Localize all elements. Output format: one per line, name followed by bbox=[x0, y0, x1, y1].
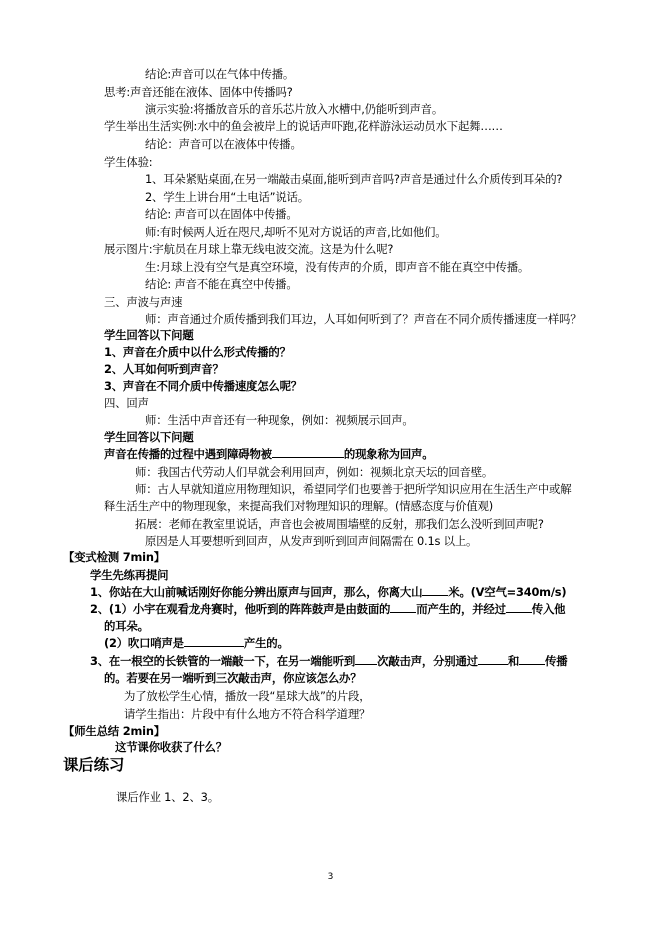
conclusion-solid: 结论: 声音可以在固体中传播。 bbox=[145, 207, 298, 221]
summary-question: 这节课你收获了什么？ bbox=[115, 740, 227, 754]
exercise-2-1: 2、(1）小宇在观看龙舟赛时，他听到的阵阵鼓声是由鼓面的 而产生的，并经过 传入他 bbox=[90, 602, 566, 616]
homework-assignment: 课后作业 1、2、3。 bbox=[116, 790, 219, 804]
question-2: 2、人耳如何听到声音？ bbox=[104, 362, 224, 376]
student-experience: 学生体验: bbox=[104, 155, 153, 169]
relax-question: 请学生指出：片段中有什么地方不符合科学道理？ bbox=[124, 707, 371, 721]
medium-blank bbox=[506, 601, 532, 613]
teacher-question: 师：声音通过介质传播到我们耳边，人耳如何听到了？声音在不同介质传播速度一样吗？ bbox=[145, 312, 582, 326]
section-heading-4: 四、回声 bbox=[104, 396, 149, 410]
count-blank bbox=[355, 653, 377, 665]
conclusion-liquid: 结论：声音可以在液体中传播。 bbox=[145, 137, 302, 151]
practice-prompt: 学生先练再提问 bbox=[90, 568, 169, 582]
exercise-2-1-cont: 的耳朵。 bbox=[104, 619, 149, 633]
echo-blank bbox=[272, 446, 344, 458]
exercise-3: 3、在一根空的长铁管的一端敲一下，在另一端能听到 次敲击声，分别通过 和 传播 bbox=[90, 654, 568, 668]
conclusion-vacuum: 结论: 声音不能在真空中传播。 bbox=[145, 277, 298, 291]
teacher-remark: 师:有时候两人近在咫尺,却听不见对方说话的声音,比如他们。 bbox=[145, 225, 447, 239]
drum-blank bbox=[390, 601, 416, 613]
conclusion-gas: 结论:声音可以在气体中传播。 bbox=[145, 67, 295, 81]
life-example: 学生举出生活实例:水中的鱼会被岸上的说话声吓跑,花样游泳运动员水下起舞…… bbox=[104, 119, 503, 133]
question-1: 1、声音在介质中以什么形式传播的？ bbox=[104, 345, 291, 359]
teacher-echo-wall: 师：我国古代劳动人们早就会利用回声，例如：视频北京天坛的回音壁。 bbox=[135, 465, 494, 479]
reason: 原因是人耳要想听到回声，从发声到听到回声间隔需在 0.1s 以上。 bbox=[145, 534, 478, 548]
experience-2: 2、学生上讲台用“土电话”说话。 bbox=[145, 190, 309, 204]
answer-prompt-2: 学生回答以下问题 bbox=[104, 430, 194, 444]
page-number: 3 bbox=[327, 872, 334, 882]
demo-experiment: 演示实验:将播放音乐的音乐芯片放入水槽中,仍能听到声音。 bbox=[145, 102, 444, 116]
extension: 拓展：老师在教室里说话，声音也会被周围墙壁的反射，那我们怎么没听到回声呢? bbox=[135, 517, 544, 531]
experience-1: 1、耳朵紧贴桌面,在另一端敲击桌面,能听到声音吗?声音是通过什么介质传到耳朵的? bbox=[145, 172, 563, 186]
relax-activity: 为了放松学生心情，播放一段“星球大战”的片段， bbox=[124, 689, 371, 703]
medium-b-blank bbox=[519, 653, 545, 665]
exercise-1: 1、你站在大山前喊话刚好你能分辨出原声与回声，那么，你离大山 米。(V空气=340m/s) bbox=[90, 585, 567, 599]
exercise-2-2: (2）吹口哨声是 产生的。 bbox=[104, 636, 289, 650]
echo-definition: 声音在传播的过程中遇到障碍物被 的现象称为回声。 bbox=[104, 447, 434, 461]
teacher-apply-1: 师：古人早就知道应用物理知识，希望同学们也要善于把所学知识应用在生活生产中或解 bbox=[135, 482, 572, 496]
whistle-blank bbox=[184, 635, 244, 647]
answer-prompt-1: 学生回答以下问题 bbox=[104, 328, 194, 342]
teacher-apply-2: 释生活生产中的物理现象，来提高我们对物理知识的理解。(情感态度与价值观) bbox=[104, 499, 493, 513]
think-question: 思考:声音还能在液体、固体中传播吗? bbox=[104, 85, 293, 99]
section-heading-3: 三、声波与声速 bbox=[104, 295, 183, 309]
question-3: 3、声音在不同介质中传播速度怎么呢？ bbox=[104, 379, 302, 393]
teacher-echo-intro: 师：生活中声音还有一种现象，例如：视频展示回声。 bbox=[145, 413, 414, 427]
section-variant-test: 【变式检测 7min】 bbox=[63, 550, 165, 564]
student-answer: 生:月球上没有空气是真空环境，没有传声的介质，即声音不能在真空中传播。 bbox=[145, 260, 530, 274]
exercise-3-cont: 的。若要在另一端听到三次敲击声，你应该怎么办？ bbox=[104, 671, 362, 685]
medium-a-blank bbox=[478, 653, 508, 665]
show-picture: 展示图片:宇航员在月球上靠无线电波交流。这是为什么呢? bbox=[104, 242, 394, 256]
homework-title: 课后练习 bbox=[63, 756, 125, 774]
section-summary: 【师生总结 2min】 bbox=[63, 724, 165, 738]
distance-blank bbox=[422, 584, 448, 596]
